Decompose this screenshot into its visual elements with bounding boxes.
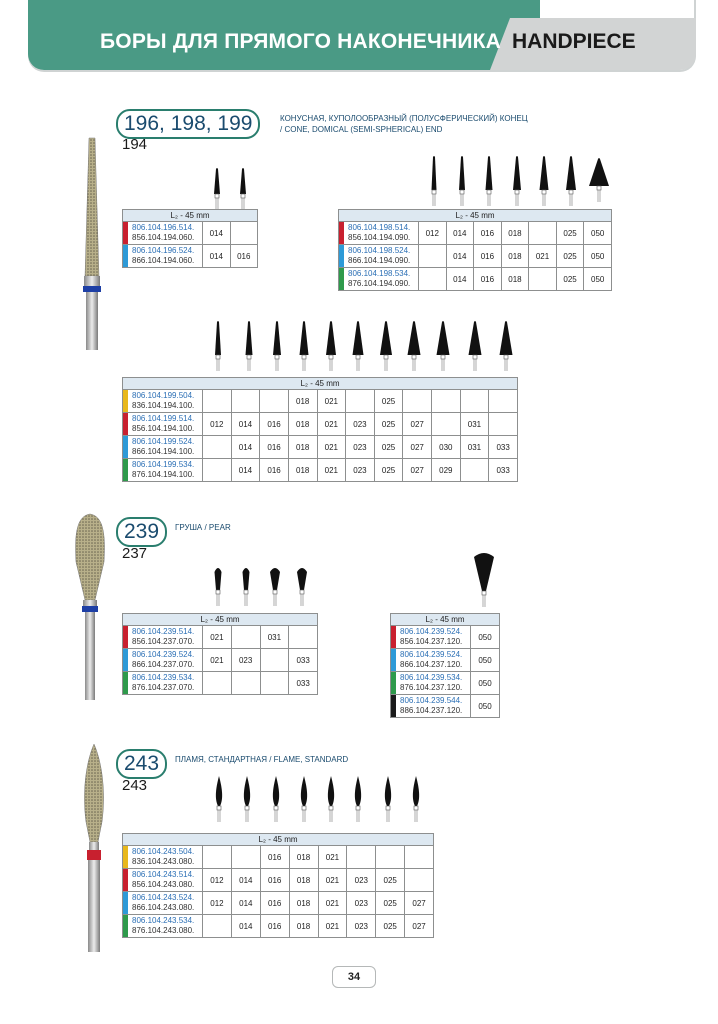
flame-bur-icon: [301, 776, 307, 822]
size-cell: 050: [471, 649, 500, 672]
table-row: [391, 695, 500, 718]
table-row: [339, 268, 612, 291]
article-code: 806.104.198.514. 856.104.194.090.: [339, 222, 419, 245]
article-code: 806.104.239.544. 886.104.237.120.: [391, 695, 471, 718]
article-code: 806.104.198.524. 866.104.194.090.: [339, 245, 419, 268]
size-cell: 025: [376, 892, 405, 915]
cone-bur-icon: [486, 156, 493, 206]
article-code: 806.104.196.524. 866.104.194.060.: [123, 245, 203, 268]
article-code: 806.104.239.514. 856.104.237.070.: [123, 626, 203, 649]
cone-bur-icon: [566, 156, 576, 206]
table-239a: [122, 613, 318, 695]
pear-bur-icon: [270, 568, 280, 606]
flame-bur-photo: [76, 742, 112, 952]
section-subnumber-243: 243: [122, 777, 148, 794]
size-cell: 021: [318, 892, 347, 915]
size-cell: 023: [347, 915, 376, 938]
size-cell: 023: [346, 436, 375, 459]
bur-row-243: [205, 772, 435, 832]
flame-bur-icon: [244, 776, 250, 822]
size-cell: 014: [231, 869, 260, 892]
size-cell: [460, 459, 489, 482]
article-code: 806.104.239.524. 866.104.237.120.: [391, 649, 471, 672]
size-cell: [405, 846, 434, 869]
size-cell: 012: [203, 413, 232, 436]
size-cell: [203, 459, 232, 482]
size-cell: 033: [289, 672, 318, 695]
table-row: [123, 626, 318, 649]
size-cell: 016: [260, 436, 289, 459]
bur-row-199: [200, 315, 520, 379]
size-cell: [419, 245, 447, 268]
article-code: 806.104.239.534. 876.104.237.120.: [391, 672, 471, 695]
article-code: 806.104.198.534. 876.104.194.090.: [339, 268, 419, 291]
size-cell: [260, 649, 289, 672]
size-cell: 016: [260, 915, 289, 938]
size-cell: [346, 390, 375, 413]
size-cell: [203, 672, 232, 695]
size-cell: 025: [374, 436, 403, 459]
size-cell: 014: [231, 436, 260, 459]
size-cell: 021: [529, 245, 557, 268]
size-cell: 021: [203, 649, 232, 672]
cone-bur-icon: [326, 321, 336, 371]
table-row: [391, 672, 500, 695]
article-code: 806.104.196.514. 856.104.194.060.: [123, 222, 203, 245]
size-cell: [231, 846, 260, 869]
table-row: [391, 649, 500, 672]
article-code: 806.104.199.534. 876.104.194.100.: [123, 459, 203, 482]
size-cell: 025: [556, 268, 584, 291]
flame-bur-icon: [273, 776, 279, 822]
article-code: 806.104.199.524. 866.104.194.100.: [123, 436, 203, 459]
cone-bur-icon: [408, 321, 421, 371]
table-header: L₂ - 45 mm: [123, 614, 318, 626]
size-cell: 027: [403, 436, 432, 459]
size-cell: 018: [501, 245, 529, 268]
size-cell: [432, 413, 461, 436]
cone-bur-icon: [459, 156, 465, 206]
size-cell: 050: [471, 626, 500, 649]
table-row: [123, 892, 434, 915]
article-code: 806.104.239.524. 856.104.237.120.: [391, 626, 471, 649]
size-cell: 016: [230, 245, 258, 268]
size-cell: 018: [501, 222, 529, 245]
size-cell: 025: [374, 459, 403, 482]
size-cell: 016: [474, 245, 502, 268]
table-243: [122, 833, 434, 938]
size-cell: [403, 390, 432, 413]
size-cell: 016: [474, 268, 502, 291]
cone-bur-icon: [437, 321, 450, 371]
size-cell: 021: [317, 413, 346, 436]
size-cell: 050: [584, 222, 612, 245]
section-desc-ru-239: ГРУША / PEAR: [175, 523, 231, 532]
size-cell: [203, 846, 232, 869]
size-cell: 018: [288, 436, 317, 459]
size-cell: 018: [289, 892, 318, 915]
size-cell: 021: [203, 626, 232, 649]
size-cell: [347, 846, 376, 869]
cone-bur-icon: [214, 168, 220, 210]
cone-bur-icon: [540, 156, 549, 206]
size-cell: 014: [231, 915, 260, 938]
size-cell: 021: [317, 390, 346, 413]
size-cell: 025: [556, 245, 584, 268]
article-code: 806.104.199.514. 856.104.194.100.: [123, 413, 203, 436]
pear-bur-icon: [297, 568, 307, 606]
size-cell: 021: [318, 869, 347, 892]
size-cell: [231, 626, 260, 649]
cone-bur-icon: [215, 321, 221, 371]
size-cell: 023: [346, 459, 375, 482]
table-row: [123, 649, 318, 672]
size-cell: [289, 626, 318, 649]
cone-bur-icon: [246, 321, 253, 371]
size-cell: [419, 268, 447, 291]
size-cell: [260, 672, 289, 695]
table-header: L₂ - 45 mm: [123, 834, 434, 846]
size-cell: [432, 390, 461, 413]
size-cell: 025: [374, 413, 403, 436]
table-row: [123, 915, 434, 938]
flame-bur-icon: [328, 776, 334, 822]
size-cell: 021: [317, 436, 346, 459]
size-cell: 014: [203, 222, 231, 245]
size-cell: 027: [405, 915, 434, 938]
table-row: [123, 413, 518, 436]
table-row: [339, 222, 612, 245]
cone-bur-icon: [500, 321, 513, 371]
table-header: L₂ - 45 mm: [339, 210, 612, 222]
table-row: [123, 846, 434, 869]
pear-bur-icon: [243, 568, 250, 606]
size-cell: [203, 390, 232, 413]
article-code: 806.104.243.534. 876.104.243.080.: [123, 915, 203, 938]
size-cell: 016: [474, 222, 502, 245]
flame-bur-icon: [413, 776, 419, 822]
size-cell: 030: [432, 436, 461, 459]
size-cell: [529, 222, 557, 245]
cone-bur-icon: [300, 321, 309, 371]
size-cell: 018: [289, 915, 318, 938]
table-header: L₂ - 45 mm: [391, 614, 500, 626]
table-239b: [390, 613, 500, 718]
section-subnumber-237: 237: [122, 545, 148, 562]
size-cell: [405, 869, 434, 892]
section-number-196: 196, 198, 199: [116, 109, 260, 139]
table-header: L₂ - 45 mm: [123, 210, 258, 222]
size-cell: 050: [584, 245, 612, 268]
size-cell: 033: [289, 649, 318, 672]
bur-row-239b: [468, 545, 508, 615]
size-cell: 023: [231, 649, 260, 672]
size-cell: 050: [584, 268, 612, 291]
size-cell: 018: [288, 413, 317, 436]
size-cell: 014: [446, 268, 474, 291]
cone-bur-icon: [380, 321, 392, 371]
table-199: [122, 377, 518, 482]
size-cell: 029: [432, 459, 461, 482]
size-cell: 031: [260, 626, 289, 649]
size-cell: [231, 672, 260, 695]
size-cell: 031: [460, 413, 489, 436]
size-cell: 014: [446, 222, 474, 245]
bur-row-198: [420, 150, 620, 210]
size-cell: 027: [403, 459, 432, 482]
cone-bur-icon: [240, 168, 246, 210]
size-cell: 014: [231, 413, 260, 436]
size-cell: [529, 268, 557, 291]
section-subnumber-194: 194: [122, 136, 148, 153]
flame-bur-icon: [216, 776, 222, 822]
bur-row-196: [200, 160, 260, 210]
size-cell: 014: [231, 459, 260, 482]
article-code: 806.104.199.504. 836.104.194.100.: [123, 390, 203, 413]
size-cell: 027: [403, 413, 432, 436]
page-number: 34: [332, 966, 376, 988]
article-code: 806.104.239.534. 876.104.237.070.: [123, 672, 203, 695]
table-row: [123, 459, 518, 482]
size-cell: [460, 390, 489, 413]
size-cell: [489, 413, 518, 436]
size-cell: 012: [419, 222, 447, 245]
size-cell: [203, 436, 232, 459]
size-cell: 012: [203, 892, 232, 915]
size-cell: 016: [260, 869, 289, 892]
table-198: [338, 209, 612, 291]
size-cell: 021: [317, 459, 346, 482]
table-row: [123, 222, 258, 245]
article-code: 806.104.243.514. 856.104.243.080.: [123, 869, 203, 892]
article-code: 806.104.243.524. 866.104.243.080.: [123, 892, 203, 915]
table-row: [339, 245, 612, 268]
table-row: [391, 626, 500, 649]
flame-bur-icon: [385, 776, 391, 822]
size-cell: 018: [288, 390, 317, 413]
size-cell: 014: [203, 245, 231, 268]
cone-bur-icon: [273, 321, 281, 371]
size-cell: 021: [318, 915, 347, 938]
pear-bur-icon: [474, 553, 494, 607]
size-cell: 016: [260, 892, 289, 915]
table-row: [123, 436, 518, 459]
size-cell: 018: [288, 459, 317, 482]
size-cell: [489, 390, 518, 413]
pear-bur-icon: [215, 568, 222, 606]
cone-bur-icon: [513, 156, 521, 206]
size-cell: 016: [260, 459, 289, 482]
size-cell: [231, 390, 260, 413]
table-row: [123, 869, 434, 892]
size-cell: 018: [501, 268, 529, 291]
size-cell: [260, 390, 289, 413]
size-cell: [203, 915, 232, 938]
cone-bur-icon: [432, 156, 437, 206]
size-cell: 018: [289, 869, 318, 892]
size-cell: [230, 222, 258, 245]
table-196: [122, 209, 258, 268]
article-code: 806.104.239.524. 866.104.237.070.: [123, 649, 203, 672]
page-title: БОРЫ ДЛЯ ПРЯМОГО НАКОНЕЧНИКА: [100, 30, 502, 53]
size-cell: 025: [376, 915, 405, 938]
size-cell: 031: [460, 436, 489, 459]
pear-bur-photo: [70, 512, 110, 700]
cone-bur-photo: [72, 136, 112, 350]
cone-bur-icon: [589, 158, 609, 202]
size-cell: 018: [289, 846, 318, 869]
size-cell: 027: [405, 892, 434, 915]
size-cell: 025: [374, 390, 403, 413]
flame-bur-icon: [355, 776, 361, 822]
section-number-243: 243: [116, 749, 167, 779]
size-cell: 050: [471, 672, 500, 695]
bur-row-239a: [205, 560, 315, 614]
table-header: L₂ - 45 mm: [123, 378, 518, 390]
table-row: [123, 390, 518, 413]
size-cell: 021: [318, 846, 347, 869]
size-cell: 023: [347, 869, 376, 892]
cone-bur-icon: [353, 321, 364, 371]
size-cell: 014: [231, 892, 260, 915]
size-cell: 023: [346, 413, 375, 436]
size-cell: [376, 846, 405, 869]
section-number-239: 239: [116, 517, 167, 547]
page-title-en: HANDPIECE: [512, 30, 636, 53]
table-row: [123, 672, 318, 695]
size-cell: 033: [489, 436, 518, 459]
section-desc-ru-196: КОНУСНАЯ, КУПОЛООБРАЗНЫЙ (ПОЛУСФЕРИЧЕСКИЙ) КОНЕЦ: [280, 114, 528, 123]
size-cell: 033: [489, 459, 518, 482]
size-cell: 016: [260, 846, 289, 869]
size-cell: 050: [471, 695, 500, 718]
size-cell: 025: [556, 222, 584, 245]
size-cell: 014: [446, 245, 474, 268]
size-cell: 025: [376, 869, 405, 892]
section-desc-en-196: / CONE, DOMICAL (SEMI-SPHERICAL) END: [280, 125, 443, 134]
size-cell: 023: [347, 892, 376, 915]
table-row: [123, 245, 258, 268]
cone-bur-icon: [469, 321, 482, 371]
size-cell: 012: [203, 869, 232, 892]
size-cell: 016: [260, 413, 289, 436]
section-desc-243: ПЛАМЯ, СТАНДАРТНАЯ / FLAME, STANDARD: [175, 755, 349, 764]
article-code: 806.104.243.504. 836.104.243.080.: [123, 846, 203, 869]
